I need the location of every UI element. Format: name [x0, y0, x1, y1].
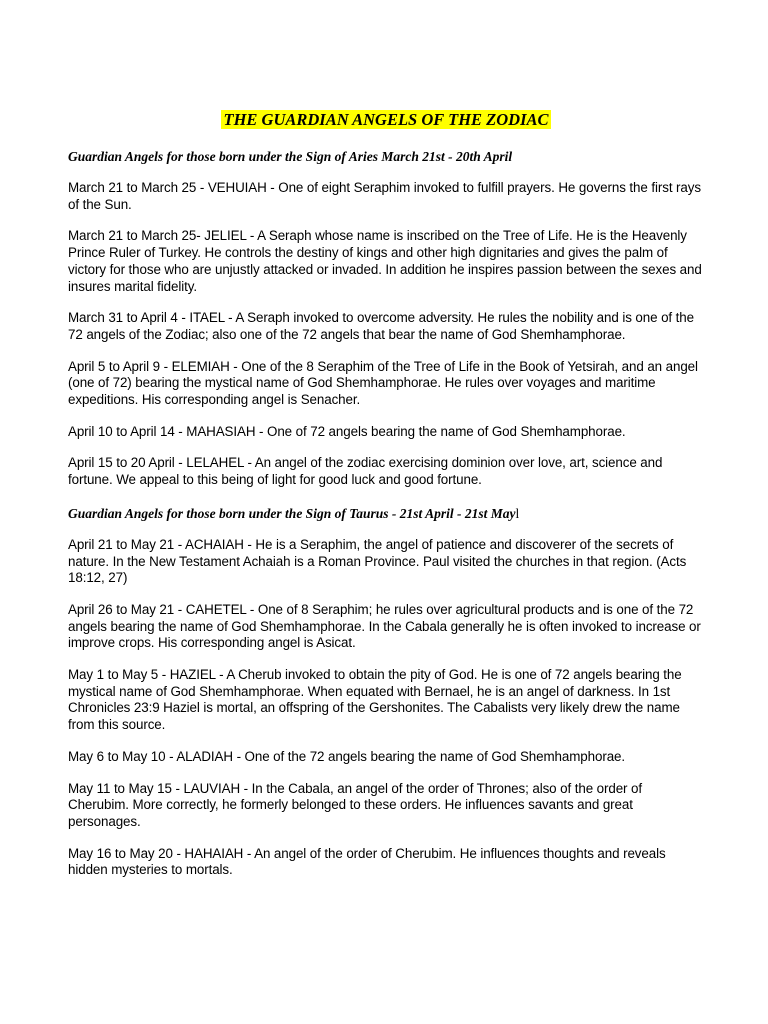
entry-hahaiah: May 16 to May 20 - HAHAIAH - An angel of the order of Cherubim. He influences thoughts and reveals hidden mysteries to mortals. [68, 845, 666, 878]
entry-aladiah: May 6 to May 10 - ALADIAH - One of the 72 angels bearing the name of God Shemhamphorae. [68, 748, 626, 764]
section-heading-tail: l [515, 505, 520, 521]
entry-vehuiah: March 21 to March 25 - VEHUIAH - One of eight Seraphim invoked to fulfill prayers. He governs the first rays of the Sun. [68, 180, 701, 212]
entry-elemiah: April 5 to April 9 - ELEMIAH - One of the 8 Seraphim of the Tree of Life in the Book of Yetsirah, and an angel (one of 72) bearing the mystical name of God Shemhamphorae. He rules over voyages and maritime expeditions. His corresponding angel is Senacher. [68, 358, 698, 408]
section-heading-aries [68, 148, 704, 165]
entry-lelahel: April 15 to 20 April - LELAHEL - An angel of the zodiac exercising dominion over love, art, science and fortune. We appeal to this being of light for good luck and good fortune. [68, 455, 663, 488]
entry-mahasiah: April 10 to April 14 - MAHASIAH - One of 72 angels bearing the name of God Shemhamphorae. [68, 423, 626, 439]
page-title: THE GUARDIAN ANGELS OF THE ZODIAC [223, 110, 549, 129]
section-heading-text: Guardian Angels for those born under the Sign of Taurus - 21st April - 21st May [68, 505, 516, 521]
entry-achaiah: April 21 to May 21 - ACHAIAH - He is a Seraphim, the angel of patience and discoverer of the secrets of nature. In the New Testament Achaiah is a Roman Province. Paul visited the churches in that region. (Acts 18:12, 27) [68, 536, 687, 586]
section-heading-taurus [68, 505, 704, 522]
entry-haziel: May 1 to May 5 - HAZIEL - A Cherub invoked to obtain the pity of God. He is one of 72 angels bearing the mystical name of God Shemhamphorae. When equated with Bernael, he is an angel of darkness. In 1st Chronicles 23:9 Haziel is mortal, an offspring of the Gershonites. The Cabalists very likely drew the name from this source. [68, 667, 682, 733]
entry-itael: March 31 to April 4 - ITAEL - A Seraph invoked to overcome adversity. He rules the nobility and is one of the 72 angels of the Zodiac; also one of the 72 angels that bear the name of God Shemhamphorae. [68, 310, 694, 342]
section-heading-text: Guardian Angels for those born under the Sign of Aries March 21st - 20th April [68, 149, 513, 164]
document-page [68, 0, 704, 879]
title-wrap [68, 110, 704, 132]
entry-cahetel: April 26 to May 21 - CAHETEL - One of 8 Seraphim; he rules over agricultural products and is one of the 72 angels bearing the name of God Shemhamphorae. In the Cabala generally he is often invoked to increase or improve crops. His corresponding angel is Asicat. [68, 601, 701, 651]
entry-jeliel: March 21 to March 25- JELIEL - A Seraph whose name is inscribed on the Tree of Life. He is the Heavenly Prince Ruler of Turkey. He controls the destiny of kings and other high dignitaries and gives the palm of victory for those who are unjustly attacked or invaded. In addition he inspires passion between the sexes and insures marital fidelity. [68, 228, 702, 294]
entry-lauviah: May 11 to May 15 - LAUVIAH - In the Cabala, an angel of the order of Thrones; also of the order of Cherubim. More correctly, he formerly belonged to these orders. He influences savants and great personages. [68, 780, 643, 829]
